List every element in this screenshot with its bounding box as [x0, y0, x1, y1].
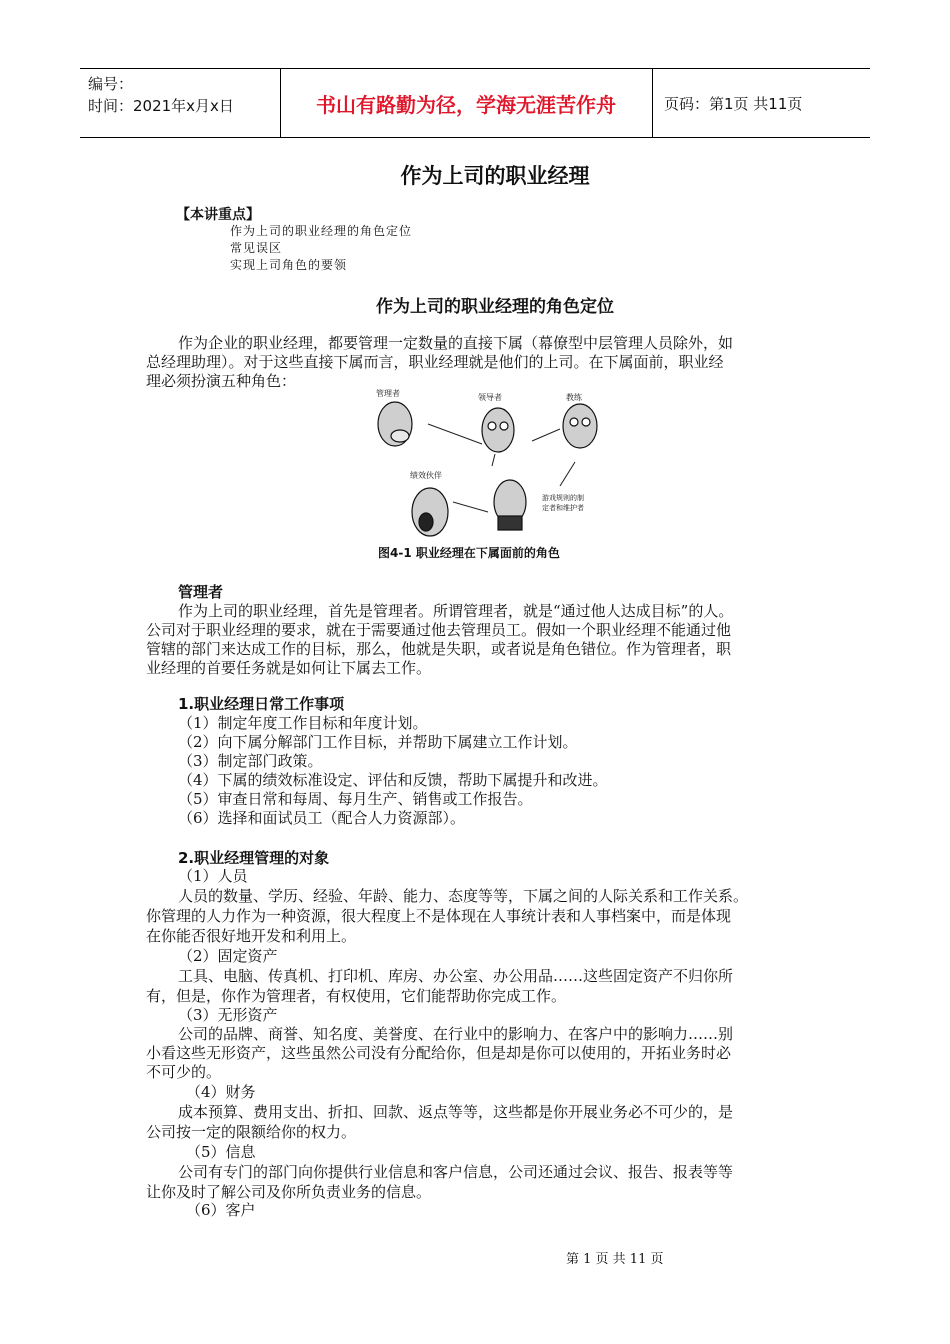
key-points-heading: 【本讲重点】: [176, 207, 260, 223]
object-text: 不可少的。: [146, 1063, 222, 1081]
leader-figure: [482, 408, 514, 452]
page-header: [80, 68, 870, 138]
figure-caption: 图4-1 职业经理在下属面前的角色: [378, 546, 560, 560]
daily-item: （1）制定年度工作目标和年度计划。: [178, 714, 428, 732]
object-text: 公司有专门的部门向你提供行业信息和客户信息，公司还通过会议、报告、报表等等: [178, 1163, 734, 1181]
object-text: 在你能否很好地开发和利用上。: [146, 927, 357, 945]
partner-figure: [412, 488, 448, 536]
object-text: 公司的品牌、商誉、知名度、美誉度、在行业中的影响力、在客户中的影响力……别: [178, 1025, 734, 1043]
motto: 书山有路勤为径，学海无涯苦作舟: [316, 92, 616, 117]
object-text: 让你及时了解公司及你所负责业务的信息。: [146, 1183, 432, 1201]
role-label: 管理者: [376, 389, 400, 398]
manager-heading: 管理者: [178, 583, 224, 601]
object-label: （6）客户: [186, 1201, 256, 1219]
object-label: （5）信息: [186, 1143, 256, 1161]
object-label: （4）财务: [186, 1083, 256, 1101]
header-meta: [88, 73, 234, 117]
role-label: 游戏规则的制: [542, 494, 584, 502]
role-label: 领导者: [478, 393, 502, 402]
object-text: 成本预算、费用支出、折扣、回款、返点等等，这些都是你开展业务必不可少的，是: [178, 1103, 734, 1121]
object-text: 你管理的人力作为一种资源，很大程度上不是体现在人事统计表和人事档案中，而是体现: [146, 907, 732, 925]
key-point: 常见误区: [230, 241, 283, 255]
manager-line: 业经理的首要任务就是如何让下属去工作。: [146, 659, 432, 677]
daily-item: （5）审查日常和每周、每月生产、销售或工作报告。: [178, 790, 533, 808]
daily-item: （3）制定部门政策。: [178, 752, 323, 770]
object-text: 公司按一定的限额给你的权力。: [146, 1123, 357, 1141]
section-title: 作为上司的职业经理的角色定位: [376, 297, 614, 317]
object-text: 人员的数量、学历、经验、年龄、能力、态度等等，下属之间的人际关系和工作关系。: [178, 887, 749, 905]
daily-item: （6）选择和面试员工（配合人力资源部）。: [178, 809, 466, 827]
page-footer: 第 1 页 共 11 页: [566, 1252, 664, 1267]
manager-figure: [378, 402, 412, 446]
page-info: 页码：第1页 共11页: [664, 94, 803, 113]
coach-figure: [563, 404, 597, 448]
time-label: 时间：2021年x月x日: [88, 97, 234, 115]
role-label: 教练: [566, 393, 582, 402]
object-text: 有，但是，你作为管理者，有权使用，它们能帮助你完成工作。: [146, 987, 567, 1005]
daily-item: （4）下属的绩效标准设定、评估和反馈，帮助下属提升和改进。: [178, 771, 608, 789]
object-label: （3）无形资产: [178, 1006, 278, 1024]
manager-line: 公司对于职业经理的要求，就在于需要通过他去管理员工。假如一个职业经理不能通过他: [146, 621, 732, 639]
intro-line: 作为企业的职业经理，都要管理一定数量的直接下属（幕僚型中层管理人员除外，如: [178, 334, 734, 352]
manager-line: 管辖的部门来达成工作的目标，那么，他就是失职，或者说是角色错位。作为管理者，职: [146, 640, 732, 658]
roles-illustration: [370, 384, 620, 544]
manager-line: 作为上司的职业经理，首先是管理者。所谓管理者，就是“通过他人达成目标”的人。: [178, 602, 734, 620]
intro-line: 总经理助理）。对于这些直接下属而言，职业经理就是他们的上司。在下属面前，职业经: [146, 353, 724, 371]
header-divider: [652, 69, 653, 137]
daily-heading: 1.职业经理日常工作事项: [178, 695, 345, 713]
intro-line: 理必须扮演五种角色：: [146, 372, 297, 390]
daily-item: （2）向下属分解部门工作目标，并帮助下属建立工作计划。: [178, 733, 578, 751]
object-label: （2）固定资产: [178, 947, 278, 965]
role-label: 定者和维护者: [542, 504, 584, 512]
object-text: 工具、电脑、传真机、打印机、库房、办公室、办公用品……这些固定资产不归你所: [178, 967, 734, 985]
doc-title: 作为上司的职业经理: [400, 164, 590, 188]
role-label: 绩效伙伴: [410, 471, 442, 480]
key-point: 作为上司的职业经理的角色定位: [230, 224, 413, 238]
key-point: 实现上司角色的要领: [230, 258, 348, 272]
object-label: （1）人员: [178, 867, 248, 885]
roles-figure: [370, 384, 620, 544]
rule-maker-figure: [494, 480, 526, 530]
number-label: 编号：: [88, 75, 134, 93]
objects-heading: 2.职业经理管理的对象: [178, 849, 330, 867]
object-text: 小看这些无形资产，这些虽然公司没有分配给你，但是却是你可以使用的，开拓业务时必: [146, 1044, 732, 1062]
